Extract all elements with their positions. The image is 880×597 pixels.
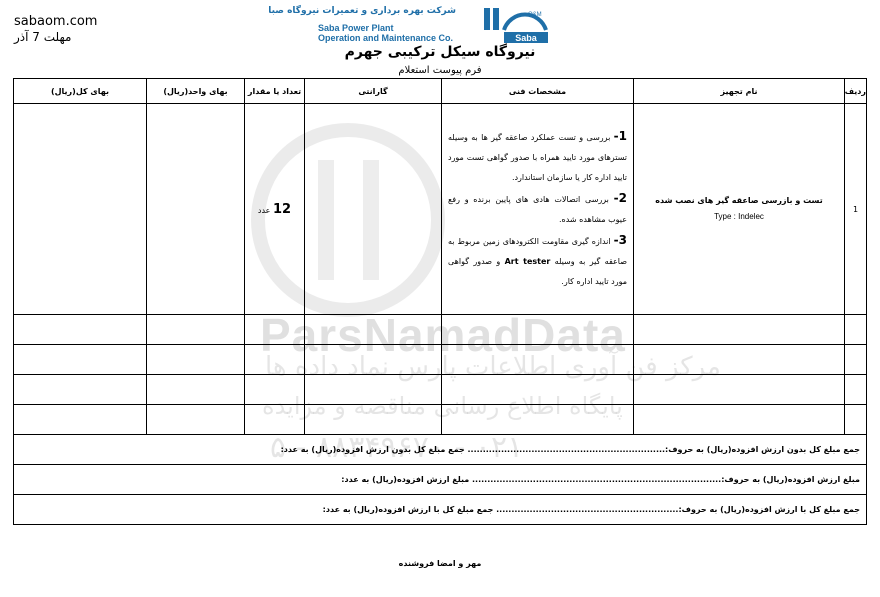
watermark-phone: ۰۲۱ - ۸۸۳۴۹۶۷۰ - ۵ [270,430,524,465]
page-subtitle: فرم پیوست استعلام [398,65,482,76]
spec-item-3: 3- اندازه گیری مقاومت الکترودهای زمین مربوط به صاعقه گیر به وسیله Art tester و صدور گواهی مورد تایید اداره کار. [448,233,628,286]
watermark-line3: پایگاه اطلاع رسانی مناقصه و مزایده [262,392,623,420]
unit-price-cell [147,104,245,315]
summary-row-total-with-vat: جمع مبلغ کل با ارزش افزوده(ریال) به حروف:............................................................ جمع مبلغ کل با ارزش افزوده(ریال) به عدد: [14,495,867,525]
seller-signature-label: مهر و امضا فروشنده [398,559,482,568]
table-row [14,104,867,315]
equipment-name: تست و بازرسی صاعقه گیر های نصب شده [655,196,823,205]
table-row [14,345,867,375]
spec-item-1: 1- بررسی و تست عملکرد صاعقه گیر ها به وسیله تسترهای مورد تایید همراه با صدور گواهی تست مورد تایید اداره کار یا سازمان استاندارد. [448,129,627,182]
header-quantity: تعداد یا مقدار [245,79,305,104]
equipment-type: Type : Indelec [714,212,764,221]
specs-cell [442,104,634,315]
spec-item-2: 2- بررسی اتصالات هادی های پایین برنده و رفع عیوب مشاهده شده. [448,191,627,224]
site-url: sabaom.com [14,14,98,29]
total-price-cell [14,104,147,315]
header-warranty: گارانتی [305,79,442,104]
svg-text:O&M: O&M [528,12,542,18]
summary-row-total-without-vat: جمع مبلغ کل بدون ارزش افزوده(ریال) به حروف:................................................................. جمع مبلغ کل بدون ارزش افزوده(ریال) به عدد: [14,435,867,465]
table-header-row [14,79,867,104]
header-specs: مشخصات فنی [442,79,634,104]
logo-persian-name: شرکت بهره برداری و تعمیرات نیروگاه صبا [268,6,456,16]
deadline-note: مهلت 7 آذر [14,30,72,44]
summary-row-vat: مبلغ ارزش افزوده(ریال) به حروف:.................................................................................. مبلغ ارزش افزوده(ریال) به عدد: [14,465,867,495]
watermark-brand: ParsNamadData [260,309,626,361]
company-logo [268,6,548,44]
svg-text:Saba: Saba [515,33,537,43]
page-title: نیروگاه سیکل ترکیبی جهرم [344,44,536,60]
warranty-cell [305,104,442,315]
quantity-cell: 12 عدد [245,104,305,315]
header-index: ردیف [845,79,867,104]
header-total-price: بهای کل(ریال) [14,79,147,104]
equipment-name-cell [634,104,845,315]
table-row [14,405,867,435]
inquiry-table [13,78,867,525]
saba-logo-icon [484,6,548,44]
header-unit-price: بهای واحد(ریال) [147,79,245,104]
table-row [14,375,867,405]
logo-english-line1: Saba Power Plant [318,23,394,33]
row-index: 1 [845,104,867,315]
header-equipment-name: نام تجهیز [634,79,845,104]
logo-english-line2: Operation and Maintenance Co. [318,33,454,43]
watermark-line2: مرکز فن آوری اطلاعات پارس نماد داده ها [265,352,721,382]
table-row [14,315,867,345]
